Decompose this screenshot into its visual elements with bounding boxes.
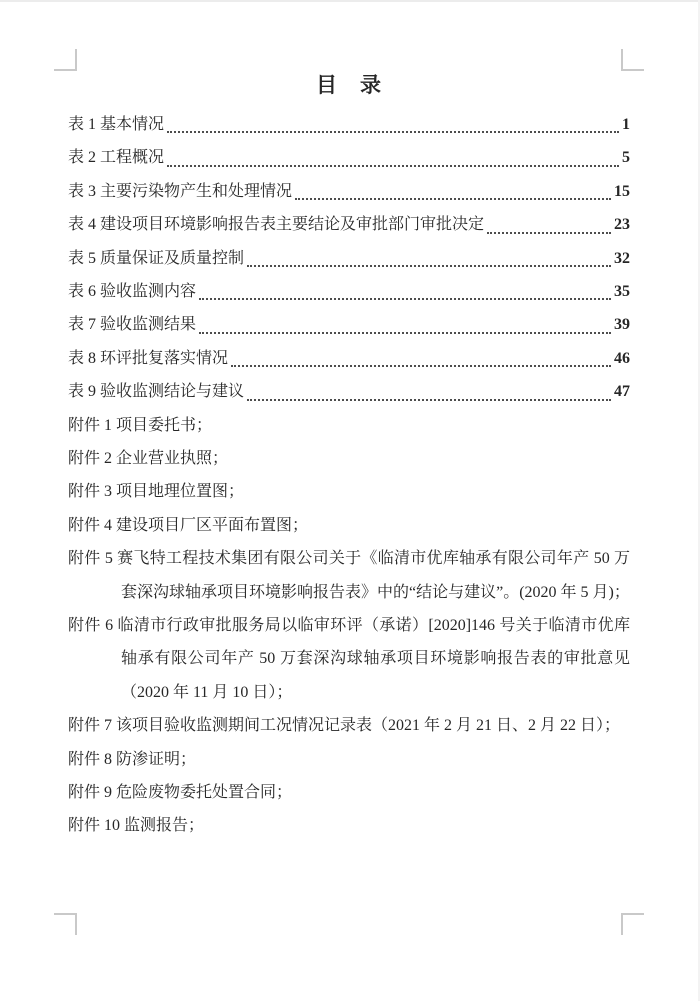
toc-page-number: 5	[622, 149, 630, 167]
scan-edge-top	[0, 0, 700, 2]
toc-entry	[68, 375, 630, 408]
toc-leader-dots	[247, 265, 611, 267]
attachment-item: 附件 9 危险废物委托处置合同；	[68, 783, 293, 801]
toc-entry-label: 表 3 主要污染物产生和处理情况	[68, 182, 293, 200]
toc-page-number: 15	[614, 182, 630, 200]
attachment-item: 附件 6 临清市行政审批服务局以临审环评（承诺）[2020]146 号关于临清市优库轴承有限公司年产 50 万套深沟球轴承项目环境影响报告表的审批意见（2020 年 11 月 10 日）；	[68, 616, 630, 701]
page-content	[68, 72, 630, 843]
toc-entry	[68, 308, 630, 341]
attachment-list	[68, 409, 630, 843]
text-boundary-mark-bottom-left	[54, 913, 77, 935]
text-boundary-mark-top-left	[54, 49, 77, 71]
page-title: 目 录	[316, 73, 382, 97]
toc-leader-dots	[199, 332, 611, 334]
toc-leader-dots	[167, 165, 619, 167]
toc-page-number: 35	[614, 282, 630, 300]
attachment-item: 附件 10 监测报告；	[68, 817, 205, 835]
toc-entry-label: 表 2 工程概况	[68, 149, 165, 167]
attachment-item: 附件 7 该项目验收监测期间工况情况记录表（2021 年 2 月 21 日、2 月 22 日）；	[68, 717, 621, 735]
toc-leader-dots	[487, 232, 611, 234]
toc-list	[68, 108, 630, 409]
toc-leader-dots	[295, 198, 611, 200]
attachment-item: 附件 5 赛飞特工程技术集团有限公司关于《临清市优库轴承有限公司年产 50 万套深沟球轴承项目环境影响报告表》中的“结论与建议”。(2020 年 5 月)；	[68, 550, 630, 601]
toc-page-number: 23	[614, 216, 630, 234]
toc-entry	[68, 342, 630, 375]
toc-entry	[68, 141, 630, 174]
toc-page-number: 39	[614, 316, 630, 334]
toc-leader-dots	[199, 298, 611, 300]
toc-page-number: 46	[614, 349, 630, 367]
toc-entry	[68, 108, 630, 141]
toc-entry-label: 表 1 基本情况	[68, 115, 165, 133]
toc-leader-dots	[231, 365, 611, 367]
toc-entry-label: 表 7 验收监测结果	[68, 316, 197, 334]
toc-entry-label: 表 9 验收监测结论与建议	[68, 383, 245, 401]
attachment-item: 附件 4 建设项目厂区平面布置图；	[68, 516, 309, 534]
text-boundary-mark-bottom-right	[621, 913, 644, 935]
toc-page-number: 32	[614, 249, 630, 267]
text-boundary-mark-top-right	[621, 49, 644, 71]
attachment-item: 附件 8 防渗证明；	[68, 750, 197, 768]
toc-entry-label: 表 5 质量保证及质量控制	[68, 249, 245, 267]
toc-page-number: 47	[614, 383, 630, 401]
toc-entry-label: 表 6 验收监测内容	[68, 282, 197, 300]
attachment-item: 附件 3 项目地理位置图；	[68, 483, 245, 501]
attachment-item: 附件 2 企业营业执照；	[68, 449, 229, 467]
toc-entry-label: 表 4 建设项目环境影响报告表主要结论及审批部门审批决定	[68, 216, 485, 234]
toc-leader-dots	[247, 399, 611, 401]
toc-page-number: 1	[622, 115, 630, 133]
toc-entry	[68, 275, 630, 308]
toc-entry	[68, 242, 630, 275]
toc-leader-dots	[167, 131, 619, 133]
toc-entry	[68, 208, 630, 241]
toc-entry	[68, 175, 630, 208]
toc-entry-label: 表 8 环评批复落实情况	[68, 349, 229, 367]
attachment-item: 附件 1 项目委托书；	[68, 416, 213, 434]
